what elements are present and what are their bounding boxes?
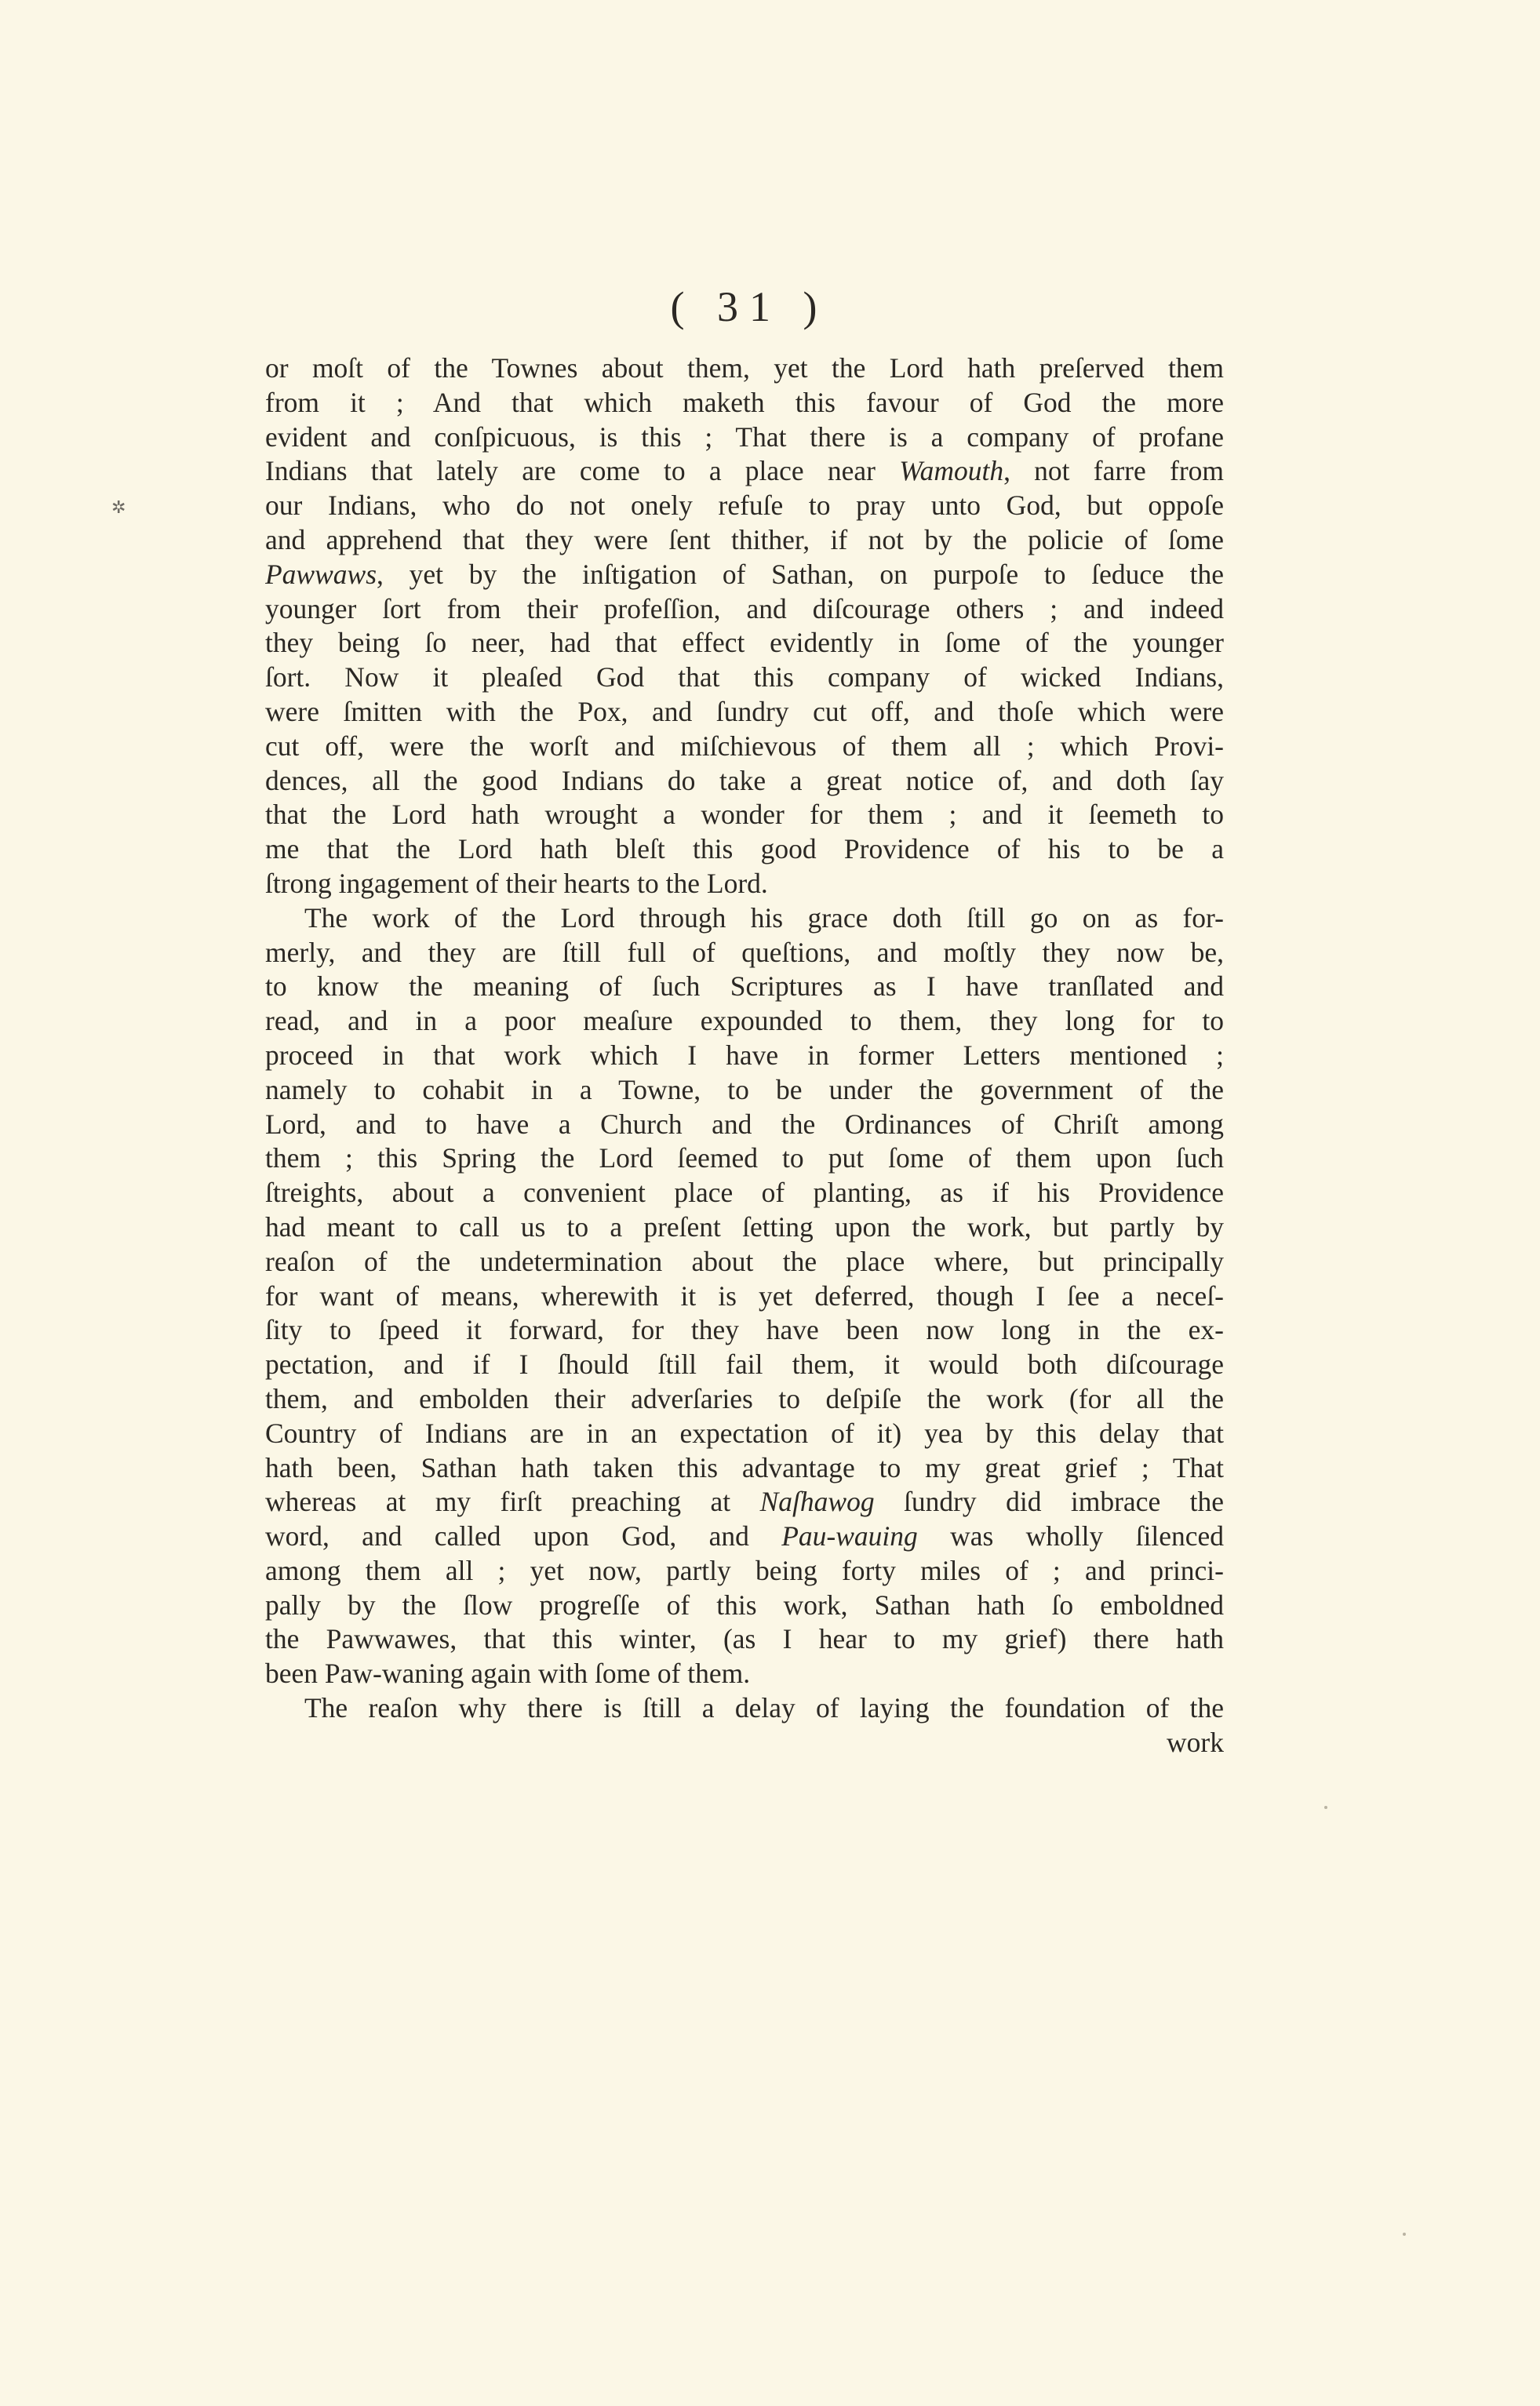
text-line: merly, and they are ſtill full of queſtions, and moſtly they now be, [265,936,1224,968]
text-line: read, and in a poor meaſure expounded to them, they long for to [265,1005,1224,1037]
text-line: The work of the Lord through his grace doth ſtill go on as for- [304,901,1224,934]
paper-speck [1324,1806,1327,1809]
text-line: ſtreights, about a convenient place of planting, as if his Providence [265,1177,1224,1209]
text-line: ſity to ſpeed it forward, for they have been now long in the ex- [265,1314,1224,1346]
text-line: me that the Lord hath bleſt this good Providence of his to be a [265,833,1224,865]
text-line: younger ſort from their profeſſion, and diſcourage others ; and indeed [265,592,1224,624]
text-line: cut off, were the worſt and miſchievous of them all ; which Provi- [265,730,1224,762]
text-segment: word, and called upon God, and [265,1520,782,1552]
text-line: to know the meaning of ſuch Scriptures as I have tranſlated and [265,970,1224,1003]
text-line: among them all ; yet now, partly being forty miles of ; and princi- [265,1554,1224,1586]
text-line: they being ſo neer, had that effect evidently in ſome of the younger [265,627,1224,659]
text-line [265,1520,1224,1554]
paper-speck [1403,2233,1406,2236]
text-line: that the Lord hath wrought a wonder for them ; and it ſeemeth to [265,799,1224,831]
text-segment: , yet by the inſtigation of Sathan, on purpoſe to ſeduce the [377,558,1224,590]
text-line: ſtrong ingagement of their hearts to the Lord. [265,867,768,899]
text-line: for want of means, wherewith it is yet deferred, though I ſee a neceſ- [265,1279,1224,1312]
italic-place-name: Naſhawog [759,1486,875,1518]
text-line: and apprehend that they were ſent thither, if not by the policie of ſome [265,523,1224,555]
text-line: or moſt of the Townes about them, yet the Lord hath preſerved them [265,352,1224,384]
text-line: from it ; And that which maketh this favour of God the more [265,386,1224,418]
text-segment: was wholly ſilenced [917,1520,1224,1552]
text-line: namely to cohabit in a Towne, to be under the government of the [265,1073,1224,1105]
text-line: reaſon of the undetermination about the place where, but principally [265,1245,1224,1277]
text-line: them, and embolden their adverſaries to deſpiſe the work (for all the [265,1382,1224,1414]
text-line: them ; this Spring the Lord ſeemed to put ſome of them upon ſuch [265,1142,1224,1174]
text-segment: ſundry did imbrace the [874,1486,1224,1518]
page-number: ( 31 ) [670,283,828,330]
text-line: dences, all the good Indians do take a great notice of, and doth ſay [265,764,1224,796]
text-line: proceed in that work which I have in former Letters mentioned ; [265,1039,1224,1071]
text-line: ſort. Now it pleaſed God that this company of wicked Indians, [265,661,1224,693]
text-line: been Paw-waning again with ſome of them. [265,1658,751,1690]
text-line: pally by the ſlow progreſſe of this work, Sathan hath ſo emboldned [265,1589,1224,1621]
text-line: our Indians, who do not onely refuſe to pray unto God, but oppoſe [265,490,1224,522]
text-line: evident and conſpicuous, is this ; That there is a company of profane [265,420,1224,453]
text-line [265,1485,1224,1520]
text-line: pectation, and if I ſhould ſtill fail them, it would both diſcourage [265,1349,1224,1381]
catchword: work [1167,1726,1224,1758]
italic-place-name: Wamouth [899,455,1004,487]
text-line: had meant to call us to a preſent ſetting upon the work, but partly by [265,1210,1224,1243]
body-text [265,351,1224,1760]
text-segment: whereas at my firſt preaching at [265,1486,760,1518]
text-segment: , not farre from [1003,455,1224,487]
text-line: Lord, and to have a Church and the Ordinances of Chriſt among [265,1108,1224,1140]
ornament-mark-icon: ✲ [111,497,126,517]
text-line: Country of Indians are in an expectation of it) yea by this delay that [265,1417,1224,1449]
italic-place-name: Pau-wauing [781,1520,918,1552]
text-line [265,454,1224,489]
text-line: were ſmitten with the Pox, and ſundry cut off, and thoſe which were [265,695,1224,727]
text-line: The reaſon why there is ſtill a delay of laying the foundation of the [304,1692,1224,1724]
text-segment: Indians that lately are come to a place near [265,455,900,487]
italic-place-name: Pawwaws [265,558,377,590]
text-line [265,558,1224,592]
text-line: hath been, Sathan hath taken this advantage to my great grief ; That [265,1451,1224,1483]
text-line: the Pawwawes, that this winter, (as I hear to my grief) there hath [265,1623,1224,1655]
